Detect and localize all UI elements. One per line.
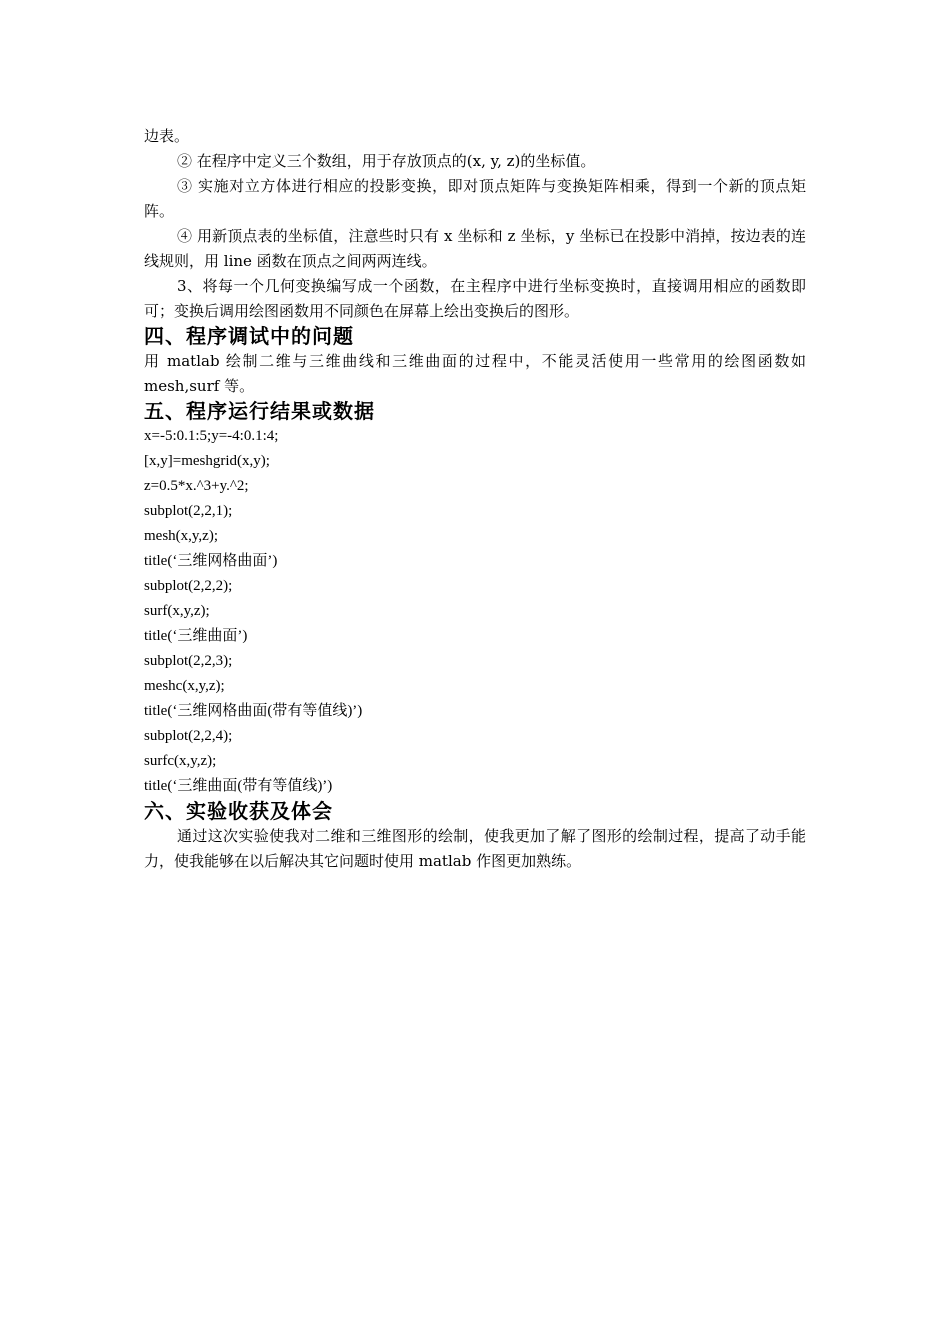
paragraph-edge-table: 边表。 bbox=[144, 127, 190, 145]
document-page bbox=[144, 124, 806, 874]
code-line: mesh(x,y,z); bbox=[144, 528, 219, 544]
heading-section-6: 六、实验收获及体会 bbox=[144, 799, 333, 823]
paragraph-step-3: ③ 实施对立方体进行相应的投影变换，即对顶点矩阵与变换矩阵相乘，得到一个新的顶点矩阵。 bbox=[144, 177, 806, 220]
paragraph-item-3: 3、将每一个几何变换编写成一个函数，在主程序中进行坐标变换时，直接调用相应的函数即可；变换后调用绘图函数用不同颜色在屏幕上绘出变换后的图形。 bbox=[144, 277, 806, 320]
code-line: title(‘三维曲面(带有等值线)’) bbox=[144, 778, 333, 794]
code-line: title(‘三维网格曲面’) bbox=[144, 553, 278, 569]
paragraph-conclusion: 通过这次实验使我对二维和三维图形的绘制，使我更加了解了图形的绘制过程，提高了动手能力，使我能够在以后解决其它问题时使用 matlab 作图更加熟练。 bbox=[144, 827, 806, 870]
heading-section-4: 四、程序调试中的问题 bbox=[144, 324, 354, 348]
code-line: meshc(x,y,z); bbox=[144, 678, 225, 694]
code-line: title(‘三维网格曲面(带有等值线)’) bbox=[144, 703, 363, 719]
code-line: subplot(2,2,1); bbox=[144, 503, 233, 519]
code-line: subplot(2,2,4); bbox=[144, 728, 233, 744]
code-line: subplot(2,2,3); bbox=[144, 653, 233, 669]
code-line: title(‘三维曲面’) bbox=[144, 628, 248, 644]
code-block bbox=[144, 424, 806, 799]
heading-section-5: 五、程序运行结果或数据 bbox=[144, 399, 375, 423]
code-line: z=0.5*x.^3+y.^2; bbox=[144, 478, 249, 494]
paragraph-step-2: ② 在程序中定义三个数组，用于存放顶点的(x, y, z)的坐标值。 bbox=[177, 152, 596, 170]
code-line: [x,y]=meshgrid(x,y); bbox=[144, 453, 270, 469]
paragraph-debug-issues: 用 matlab 绘制二维与三维曲线和三维曲面的过程中，不能灵活使用一些常用的绘图函数如 mesh,surf 等。 bbox=[144, 352, 806, 395]
code-line: surfc(x,y,z); bbox=[144, 753, 217, 769]
code-line: subplot(2,2,2); bbox=[144, 578, 233, 594]
code-line: x=-5:0.1:5;y=-4:0.1:4; bbox=[144, 428, 279, 444]
paragraph-step-4: ④ 用新顶点表的坐标值，注意些时只有 x 坐标和 z 坐标，y 坐标已在投影中消掉，按边表的连线规则，用 line 函数在顶点之间两两连线。 bbox=[144, 227, 806, 270]
code-line: surf(x,y,z); bbox=[144, 603, 210, 619]
